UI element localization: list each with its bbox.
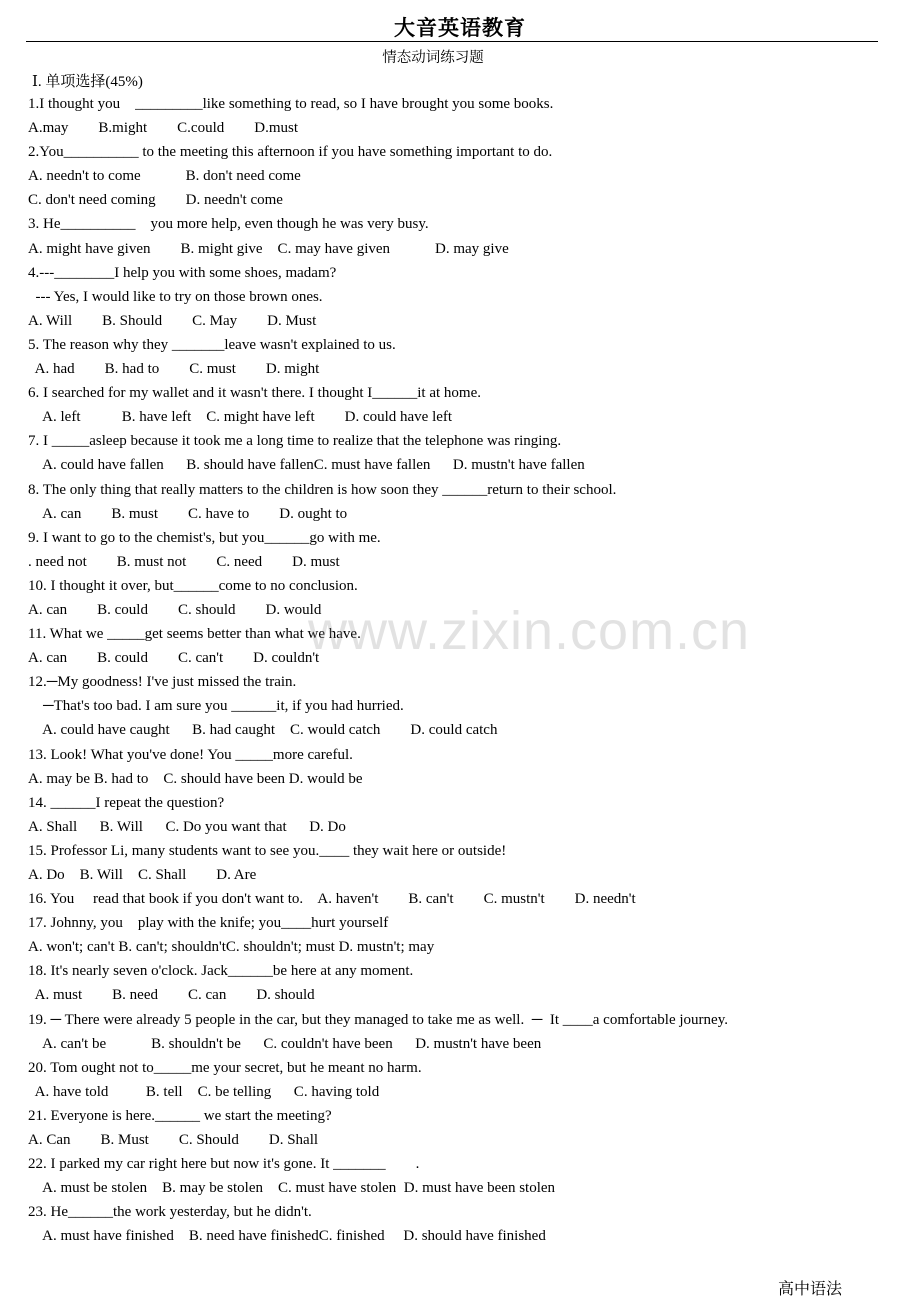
exercise-line: A. can B. could C. should D. would (28, 601, 322, 618)
page-subtitle: 情态动词练习题 (382, 50, 484, 66)
exercise-line: A. may be B. had to C. should have been D. would be (28, 770, 363, 787)
exercise-line: 18. It's nearly seven o'clock. Jack______be here at any moment. (28, 963, 414, 980)
exercise-line: 17. Johnny, you play with the knife; you____hurt yourself (28, 915, 389, 932)
exercise-line: 11. What we _____get seems better than what we have. (28, 626, 361, 643)
exercise-line: 10. I thought it over, but______come to no conclusion. (28, 577, 358, 594)
exercise-line: 15. Professor Li, many students want to see you.____ they wait here or outside! (28, 842, 507, 859)
exercise-line: 16. You read that book if you don't want to. A. haven't B. can't C. mustn't D. needn't (28, 891, 636, 908)
exercise-line: A. can't be B. shouldn't be C. couldn't have been D. mustn't have been (28, 1035, 542, 1052)
section-heading: Ⅰ. 单项选择(45%) (32, 74, 143, 90)
exercise-list (28, 92, 908, 1249)
exercise-line: 13. Look! What you've done! You _____more careful. (28, 746, 353, 763)
exercise-line: ─That's too bad. I am sure you ______it, if you had hurried. (28, 698, 404, 715)
exercise-line: A. might have given B. might give C. may have given D. may give (28, 240, 509, 257)
exercise-line: C. don't need coming D. needn't come (28, 192, 283, 209)
exercise-line: 4.---________I help you with some shoes, madam? (28, 264, 337, 281)
exercise-line: 21. Everyone is here.______ we start the meeting? (28, 1107, 332, 1124)
exercise-line: A. Can B. Must C. Should D. Shall (28, 1132, 319, 1149)
exercise-line: 22. I parked my car right here but now it's gone. It _______ . (28, 1156, 420, 1173)
exercise-line: 6. I searched for my wallet and it wasn't there. I thought I______it at home. (28, 385, 481, 402)
exercise-line: A. Will B. Should C. May D. Must (28, 312, 317, 329)
exercise-line: 19. ─ There were already 5 people in the car, but they managed to take me as well. ─ It ____a comfortable journey. (28, 1011, 728, 1028)
exercise-line: 5. The reason why they _______leave wasn't explained to us. (28, 336, 396, 353)
exercise-line: 20. Tom ought not to_____me your secret, but he meant no harm. (28, 1059, 422, 1076)
exercise-line: A. left B. have left C. might have left D. could have left (28, 409, 453, 426)
exercise-line: A. must be stolen B. may be stolen C. must have stolen D. must have been stolen (28, 1180, 556, 1197)
exercise-line: A. needn't to come B. don't need come (28, 168, 301, 185)
exercise-line: A. must have finished B. need have finishedC. finished D. should have finished (28, 1228, 546, 1245)
exercise-line: 1.I thought you _________like something to read, so I have brought you some books. (28, 96, 554, 112)
exercise-line: A. have told B. tell C. be telling C. having told (28, 1083, 380, 1100)
exercise-line: A. Do B. Will C. Shall D. Are (28, 867, 257, 883)
header-divider (26, 41, 878, 42)
exercise-line: 14. ______I repeat the question? (28, 794, 225, 811)
exercise-line: --- Yes, I would like to try on those brown ones. (28, 288, 323, 305)
exercise-line: A. Shall B. Will C. Do you want that D. Do (28, 818, 346, 835)
exercise-line: A. had B. had to C. must D. might (28, 361, 320, 378)
watermark: www.zixin.com.cn (308, 601, 751, 661)
exercise-line: 9. I want to go to the chemist's, but you______go with me. (28, 529, 381, 546)
exercise-line: A. could have caught B. had caught C. would catch D. could catch (28, 722, 498, 739)
exercise-line: A. could have fallen B. should have fallenC. must have fallen D. mustn't have fallen (28, 457, 585, 474)
exercise-line: . need not B. must not C. need D. must (28, 553, 340, 570)
exercise-line: A. can B. must C. have to D. ought to (28, 505, 348, 522)
page-footer: 高中语法 (778, 1281, 843, 1298)
exercise-line: 3. He__________ you more help, even though he was very busy. (28, 216, 429, 233)
exercise-line: A.may B.might C.could D.must (28, 120, 298, 137)
exercise-line: A. can B. could C. can't D. couldn't (28, 650, 320, 667)
exercise-line: A. must B. need C. can D. should (28, 987, 315, 1004)
exercise-line: 7. I _____asleep because it took me a long time to realize that the telephone was ringing. (28, 433, 562, 450)
exercise-line: 2.You__________ to the meeting this afternoon if you have something important to do. (28, 144, 553, 161)
exercise-line: 8. The only thing that really matters to the children is how soon they ______return to their school. (28, 481, 617, 498)
exercise-line: A. won't; can't B. can't; shouldn'tC. shouldn't; must D. mustn't; may (28, 939, 435, 956)
page-header-title: 大音英语教育 (394, 16, 526, 40)
exercise-line: 12.─My goodness! I've just missed the train. (28, 674, 297, 691)
exercise-line: 23. He______the work yesterday, but he didn't. (28, 1204, 312, 1221)
